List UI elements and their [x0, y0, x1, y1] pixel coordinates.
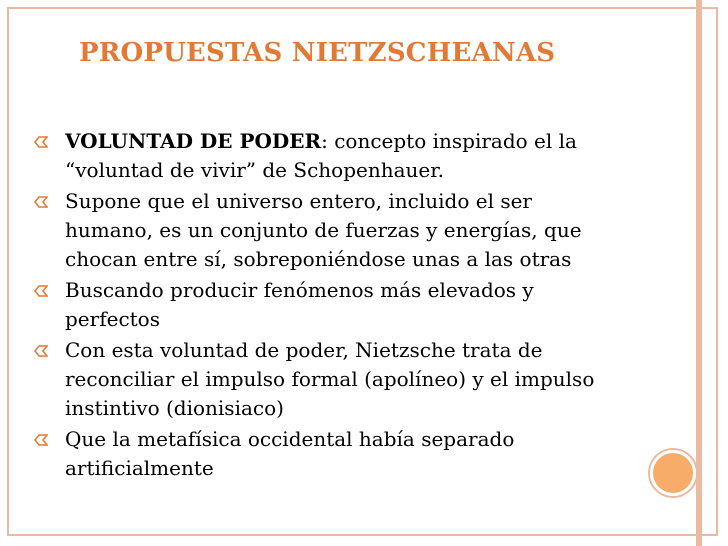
- decorative-circle: [650, 450, 696, 496]
- slide-title: PROPUESTAS NIETZSCHEANAS: [79, 38, 556, 68]
- list-item: [34, 425, 614, 483]
- decorative-bar: [696, 0, 702, 546]
- bullet-text: Supone que el universo entero, incluido el ser humano, es un conjunto de fuerzas y energías, que chocan entre sí, sobreponiéndose unas a las otras: [65, 189, 582, 271]
- bullet-icon: [34, 345, 48, 357]
- bullet-text: : concepto inspirado el la “voluntad de vivir” de Schopenhauer.: [65, 129, 577, 182]
- bullet-icon: [34, 196, 48, 208]
- list-item: [34, 336, 614, 423]
- bullet-list: [34, 127, 614, 485]
- list-item: [34, 127, 614, 185]
- bullet-icon: [34, 434, 48, 446]
- list-item: [34, 187, 614, 274]
- bullet-text: Que la metafísica occidental había separado artificialmente: [65, 427, 515, 480]
- bullet-icon: [34, 285, 48, 297]
- bullet-text: Buscando producir fenómenos más elevados y perfectos: [65, 278, 534, 331]
- bullet-text: Con esta voluntad de poder, Nietzsche trata de reconciliar el impulso formal (apolíneo) y el impulso instintivo (dionisiaco): [65, 338, 595, 420]
- list-item: [34, 276, 614, 334]
- bullet-term: VOLUNTAD DE PODER: [65, 129, 322, 153]
- bullet-icon: [34, 136, 48, 148]
